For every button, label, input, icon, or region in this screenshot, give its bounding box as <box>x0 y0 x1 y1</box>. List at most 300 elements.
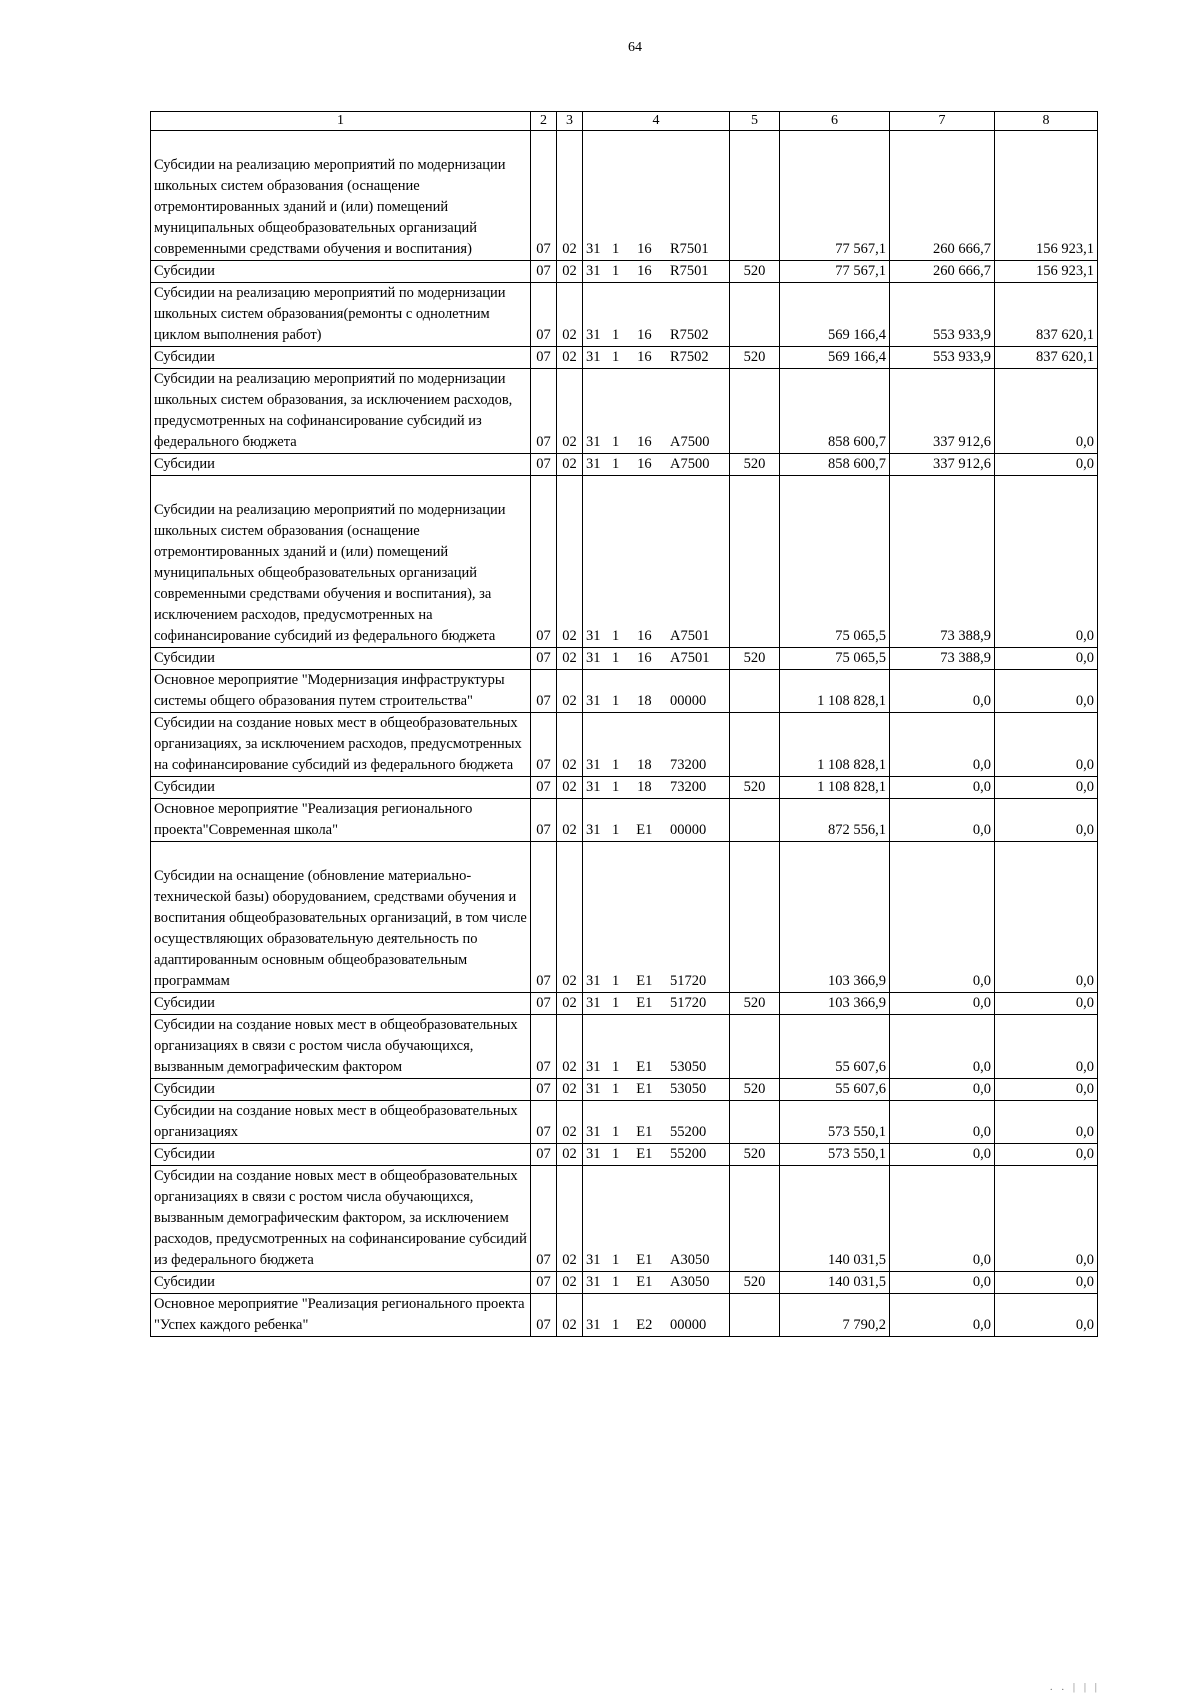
table-row <box>151 713 1098 777</box>
table-header-row <box>151 112 1098 131</box>
code-part: 1 <box>612 1124 620 1140</box>
amount-col-7: 337 912,6 <box>890 454 995 476</box>
expense-type-cell: 520 <box>730 261 780 283</box>
expense-type-cell <box>730 1015 780 1079</box>
code-part: 1 <box>612 779 620 795</box>
row-name: Основное мероприятие "Реализация регионального проекта "Успех каждого ребенка" <box>151 1294 531 1337</box>
amount-col-7: 0,0 <box>890 1144 995 1166</box>
razdel-cell: 07 <box>531 670 557 713</box>
target-article-cell <box>583 1144 730 1166</box>
razdel-cell: 07 <box>531 1294 557 1337</box>
table-row <box>151 670 1098 713</box>
podrazdel-cell: 02 <box>557 476 583 648</box>
row-name: Субсидии на реализацию мероприятий по модернизации школьных систем образования (оснащение отремонтированных зданий и (или) помещений муниципальных общеобразовательных организаций современными средствами обучения и воспитания), за исключением расходов, предусмотренных на софинансирование субсидий из федерального бюджета <box>151 476 531 648</box>
expense-type-cell <box>730 713 780 777</box>
code-part: E1 <box>636 995 653 1011</box>
expense-type-cell: 520 <box>730 1079 780 1101</box>
target-article-cell <box>583 777 730 799</box>
expense-type-cell <box>730 131 780 261</box>
code-part: 1 <box>612 1059 620 1075</box>
target-article-code <box>586 1122 726 1143</box>
code-part: 55200 <box>669 1146 707 1162</box>
amount-col-8: 0,0 <box>995 1294 1098 1337</box>
code-part: E1 <box>636 1252 653 1268</box>
target-article-code <box>586 1057 726 1078</box>
target-article-cell <box>583 283 730 347</box>
code-part: 53050 <box>669 1081 707 1097</box>
code-part: 51720 <box>669 995 707 1011</box>
code-part: 73200 <box>669 779 707 795</box>
code-part: 31 <box>586 1081 601 1097</box>
code-part: 1 <box>612 327 620 343</box>
code-part: A7500 <box>669 434 710 450</box>
target-article-code <box>586 454 726 475</box>
code-part: 1 <box>612 1274 620 1290</box>
code-part: 1 <box>612 1081 620 1097</box>
expense-type-cell <box>730 1101 780 1144</box>
target-article-cell <box>583 1015 730 1079</box>
razdel-cell: 07 <box>531 1101 557 1144</box>
podrazdel-cell: 02 <box>557 1079 583 1101</box>
code-part: R7501 <box>669 263 709 279</box>
amount-col-8: 0,0 <box>995 1015 1098 1079</box>
amount-col-8: 0,0 <box>995 1166 1098 1272</box>
razdel-cell: 07 <box>531 476 557 648</box>
target-article-cell <box>583 1079 730 1101</box>
podrazdel-cell: 02 <box>557 454 583 476</box>
code-part: 31 <box>586 263 601 279</box>
code-part: 1 <box>612 1317 620 1333</box>
razdel-cell: 07 <box>531 713 557 777</box>
code-part: 1 <box>612 973 620 989</box>
code-part: 1 <box>612 693 620 709</box>
razdel-cell: 07 <box>531 283 557 347</box>
code-part: 31 <box>586 757 601 773</box>
target-article-cell <box>583 993 730 1015</box>
podrazdel-cell: 02 <box>557 670 583 713</box>
code-part: 31 <box>586 1252 601 1268</box>
code-part: 31 <box>586 1317 601 1333</box>
razdel-cell: 07 <box>531 454 557 476</box>
table-row <box>151 648 1098 670</box>
code-part: 51720 <box>669 973 707 989</box>
amount-col-6: 77 567,1 <box>780 261 890 283</box>
target-article-code <box>586 325 726 346</box>
amount-col-6: 1 108 828,1 <box>780 713 890 777</box>
expense-type-cell <box>730 283 780 347</box>
page-number: 64 <box>628 40 642 55</box>
code-part: R7502 <box>669 349 709 365</box>
target-article-code <box>586 1079 726 1100</box>
header-col-5: 5 <box>730 112 780 131</box>
amount-col-7: 0,0 <box>890 1101 995 1144</box>
amount-col-7: 260 666,7 <box>890 131 995 261</box>
amount-col-7: 0,0 <box>890 1015 995 1079</box>
amount-col-6: 858 600,7 <box>780 369 890 454</box>
table-row <box>151 283 1098 347</box>
code-part: 31 <box>586 456 601 472</box>
code-part: 1 <box>612 263 620 279</box>
razdel-cell: 07 <box>531 347 557 369</box>
amount-col-8: 0,0 <box>995 993 1098 1015</box>
code-part: 31 <box>586 973 601 989</box>
amount-col-8: 0,0 <box>995 454 1098 476</box>
code-part: E1 <box>636 1059 653 1075</box>
code-part: E1 <box>636 973 653 989</box>
amount-col-7: 0,0 <box>890 1166 995 1272</box>
amount-col-6: 140 031,5 <box>780 1272 890 1294</box>
table-row <box>151 1079 1098 1101</box>
target-article-cell <box>583 369 730 454</box>
code-part: 31 <box>586 628 601 644</box>
code-part: 16 <box>637 434 652 450</box>
table-row <box>151 476 1098 648</box>
code-part: 1 <box>612 628 620 644</box>
target-article-cell <box>583 842 730 993</box>
budget-table <box>150 111 1098 1337</box>
amount-col-7: 0,0 <box>890 713 995 777</box>
code-part: 18 <box>637 779 652 795</box>
amount-col-7: 0,0 <box>890 1294 995 1337</box>
table-row <box>151 1166 1098 1272</box>
podrazdel-cell: 02 <box>557 369 583 454</box>
table-row <box>151 842 1098 993</box>
row-name: Субсидии на создание новых мест в общеобразовательных организациях <box>151 1101 531 1144</box>
expense-type-cell: 520 <box>730 648 780 670</box>
target-article-code <box>586 691 726 712</box>
amount-col-6: 1 108 828,1 <box>780 777 890 799</box>
table-row <box>151 1272 1098 1294</box>
code-part: E1 <box>636 822 653 838</box>
amount-col-6: 7 790,2 <box>780 1294 890 1337</box>
amount-col-6: 103 366,9 <box>780 842 890 993</box>
target-article-code <box>586 971 726 992</box>
amount-col-6: 858 600,7 <box>780 454 890 476</box>
row-name: Субсидии на создание новых мест в общеобразовательных организациях, за исключением расходов, предусмотренных на софинансирование субсидий из федерального бюджета <box>151 713 531 777</box>
code-part: 00000 <box>669 693 707 709</box>
table-row <box>151 347 1098 369</box>
razdel-cell: 07 <box>531 648 557 670</box>
target-article-cell <box>583 799 730 842</box>
code-part: 31 <box>586 779 601 795</box>
target-article-code <box>586 239 726 260</box>
razdel-cell: 07 <box>531 1144 557 1166</box>
code-part: 16 <box>637 456 652 472</box>
row-name: Субсидии <box>151 777 531 799</box>
expense-type-cell: 520 <box>730 347 780 369</box>
code-part: 31 <box>586 693 601 709</box>
code-part: A3050 <box>669 1252 710 1268</box>
expense-type-cell: 520 <box>730 777 780 799</box>
code-part: 00000 <box>669 822 707 838</box>
code-part: 00000 <box>669 1317 707 1333</box>
code-part: 31 <box>586 650 601 666</box>
header-col-3: 3 <box>557 112 583 131</box>
code-part: 16 <box>637 628 652 644</box>
target-article-code <box>586 1144 726 1165</box>
razdel-cell: 07 <box>531 1079 557 1101</box>
target-article-cell <box>583 670 730 713</box>
expense-type-cell <box>730 369 780 454</box>
row-name: Субсидии на реализацию мероприятий по модернизации школьных систем образования (оснащение отремонтированных зданий и (или) помещений муниципальных общеобразовательных организаций современными средствами обучения и воспитания) <box>151 131 531 261</box>
code-part: E1 <box>636 1081 653 1097</box>
amount-col-7: 0,0 <box>890 799 995 842</box>
code-part: 1 <box>612 241 620 257</box>
header-col-6: 6 <box>780 112 890 131</box>
code-part: R7502 <box>669 327 709 343</box>
amount-col-8: 0,0 <box>995 369 1098 454</box>
code-part: 31 <box>586 1146 601 1162</box>
podrazdel-cell: 02 <box>557 1144 583 1166</box>
target-article-cell <box>583 261 730 283</box>
code-part: 31 <box>586 822 601 838</box>
target-article-cell <box>583 713 730 777</box>
code-part: A7501 <box>669 628 710 644</box>
expense-type-cell: 520 <box>730 1272 780 1294</box>
code-part: 16 <box>637 349 652 365</box>
amount-col-8: 0,0 <box>995 777 1098 799</box>
code-part: 31 <box>586 241 601 257</box>
table-row <box>151 993 1098 1015</box>
podrazdel-cell: 02 <box>557 1015 583 1079</box>
table-row <box>151 261 1098 283</box>
code-part: A7500 <box>669 456 710 472</box>
code-part: 31 <box>586 1124 601 1140</box>
row-name: Субсидии <box>151 648 531 670</box>
code-part: 1 <box>612 434 620 450</box>
amount-col-6: 573 550,1 <box>780 1144 890 1166</box>
code-part: 31 <box>586 327 601 343</box>
code-part: E1 <box>636 1146 653 1162</box>
table-row <box>151 777 1098 799</box>
amount-col-6: 569 166,4 <box>780 283 890 347</box>
amount-col-7: 0,0 <box>890 993 995 1015</box>
table-row <box>151 799 1098 842</box>
code-part: E1 <box>636 1124 653 1140</box>
code-part: 1 <box>612 1252 620 1268</box>
row-name: Субсидии <box>151 993 531 1015</box>
amount-col-6: 1 108 828,1 <box>780 670 890 713</box>
row-name: Субсидии <box>151 347 531 369</box>
amount-col-7: 73 388,9 <box>890 648 995 670</box>
amount-col-8: 156 923,1 <box>995 131 1098 261</box>
podrazdel-cell: 02 <box>557 1166 583 1272</box>
code-part: A3050 <box>669 1274 710 1290</box>
code-part: 1 <box>612 650 620 666</box>
amount-col-7: 260 666,7 <box>890 261 995 283</box>
code-part: 73200 <box>669 757 707 773</box>
table-row <box>151 131 1098 261</box>
amount-col-8: 0,0 <box>995 1144 1098 1166</box>
amount-col-7: 553 933,9 <box>890 283 995 347</box>
target-article-code <box>586 755 726 776</box>
expense-type-cell <box>730 476 780 648</box>
razdel-cell: 07 <box>531 1166 557 1272</box>
target-article-cell <box>583 1166 730 1272</box>
target-article-code <box>586 777 726 798</box>
table-row <box>151 369 1098 454</box>
amount-col-6: 75 065,5 <box>780 476 890 648</box>
expense-type-cell <box>730 1294 780 1337</box>
podrazdel-cell: 02 <box>557 261 583 283</box>
code-part: 55200 <box>669 1124 707 1140</box>
header-col-4: 4 <box>583 112 730 131</box>
target-article-cell <box>583 648 730 670</box>
razdel-cell: 07 <box>531 842 557 993</box>
podrazdel-cell: 02 <box>557 777 583 799</box>
amount-col-6: 140 031,5 <box>780 1166 890 1272</box>
target-article-code <box>586 626 726 647</box>
podrazdel-cell: 02 <box>557 1294 583 1337</box>
amount-col-7: 0,0 <box>890 1079 995 1101</box>
code-part: 31 <box>586 1059 601 1075</box>
razdel-cell: 07 <box>531 1272 557 1294</box>
code-part: 1 <box>612 349 620 365</box>
code-part: 31 <box>586 349 601 365</box>
razdel-cell: 07 <box>531 777 557 799</box>
amount-col-6: 103 366,9 <box>780 993 890 1015</box>
code-part: 1 <box>612 995 620 1011</box>
row-name: Основное мероприятие "Модернизация инфраструктуры системы общего образования путем строительства" <box>151 670 531 713</box>
row-name: Субсидии на создание новых мест в общеобразовательных организациях в связи с ростом числа обучающихся, вызванным демографическим фактором, за исключением расходов, предусмотренных на софинансирование субсидий из федерального бюджета <box>151 1166 531 1272</box>
table-row <box>151 454 1098 476</box>
amount-col-6: 569 166,4 <box>780 347 890 369</box>
amount-col-7: 0,0 <box>890 670 995 713</box>
target-article-cell <box>583 1294 730 1337</box>
code-part: 18 <box>637 757 652 773</box>
code-part: R7501 <box>669 241 709 257</box>
amount-col-6: 75 065,5 <box>780 648 890 670</box>
podrazdel-cell: 02 <box>557 131 583 261</box>
razdel-cell: 07 <box>531 131 557 261</box>
razdel-cell: 07 <box>531 261 557 283</box>
code-part: 16 <box>637 263 652 279</box>
code-part: 53050 <box>669 1059 707 1075</box>
amount-col-7: 553 933,9 <box>890 347 995 369</box>
scan-mark: . . | | | <box>1049 1681 1100 1693</box>
target-article-code <box>586 1272 726 1293</box>
code-part: 31 <box>586 995 601 1011</box>
code-part: 1 <box>612 456 620 472</box>
code-part: 31 <box>586 1274 601 1290</box>
amount-col-7: 0,0 <box>890 842 995 993</box>
code-part: 16 <box>637 241 652 257</box>
amount-col-8: 0,0 <box>995 713 1098 777</box>
expense-type-cell <box>730 799 780 842</box>
target-article-cell <box>583 347 730 369</box>
expense-type-cell: 520 <box>730 993 780 1015</box>
amount-col-8: 837 620,1 <box>995 347 1098 369</box>
amount-col-7: 73 388,9 <box>890 476 995 648</box>
table-row <box>151 1015 1098 1079</box>
amount-col-7: 0,0 <box>890 1272 995 1294</box>
amount-col-6: 77 567,1 <box>780 131 890 261</box>
row-name: Субсидии <box>151 261 531 283</box>
expense-type-cell <box>730 842 780 993</box>
row-name: Субсидии <box>151 1272 531 1294</box>
podrazdel-cell: 02 <box>557 713 583 777</box>
amount-col-8: 156 923,1 <box>995 261 1098 283</box>
target-article-code <box>586 1315 726 1336</box>
target-article-code <box>586 347 726 368</box>
table-row <box>151 1101 1098 1144</box>
row-name: Основное мероприятие "Реализация регионального проекта"Современная школа" <box>151 799 531 842</box>
target-article-code <box>586 1250 726 1271</box>
row-name: Субсидии <box>151 1079 531 1101</box>
amount-col-7: 0,0 <box>890 777 995 799</box>
row-name: Субсидии <box>151 454 531 476</box>
amount-col-8: 0,0 <box>995 842 1098 993</box>
target-article-cell <box>583 1272 730 1294</box>
expense-type-cell: 520 <box>730 454 780 476</box>
target-article-cell <box>583 476 730 648</box>
expense-type-cell <box>730 1166 780 1272</box>
code-part: 1 <box>612 822 620 838</box>
code-part: E2 <box>636 1317 653 1333</box>
target-article-code <box>586 820 726 841</box>
header-col-8: 8 <box>995 112 1098 131</box>
podrazdel-cell: 02 <box>557 842 583 993</box>
code-part: E1 <box>636 1274 653 1290</box>
expense-type-cell: 520 <box>730 1144 780 1166</box>
code-part: 1 <box>612 757 620 773</box>
expense-type-cell <box>730 670 780 713</box>
amount-col-8: 0,0 <box>995 799 1098 842</box>
podrazdel-cell: 02 <box>557 283 583 347</box>
header-col-2: 2 <box>531 112 557 131</box>
table-row <box>151 1144 1098 1166</box>
code-part: 1 <box>612 1146 620 1162</box>
row-name: Субсидии на создание новых мест в общеобразовательных организациях в связи с ростом числа обучающихся, вызванным демографическим фактором <box>151 1015 531 1079</box>
amount-col-6: 55 607,6 <box>780 1079 890 1101</box>
target-article-code <box>586 432 726 453</box>
header-col-7: 7 <box>890 112 995 131</box>
code-part: 16 <box>637 650 652 666</box>
amount-col-7: 337 912,6 <box>890 369 995 454</box>
code-part: 16 <box>637 327 652 343</box>
code-part: 31 <box>586 434 601 450</box>
podrazdel-cell: 02 <box>557 347 583 369</box>
podrazdel-cell: 02 <box>557 1101 583 1144</box>
podrazdel-cell: 02 <box>557 993 583 1015</box>
target-article-code <box>586 648 726 669</box>
amount-col-8: 0,0 <box>995 670 1098 713</box>
amount-col-8: 0,0 <box>995 1079 1098 1101</box>
amount-col-8: 0,0 <box>995 1272 1098 1294</box>
target-article-code <box>586 261 726 282</box>
code-part: 18 <box>637 693 652 709</box>
target-article-cell <box>583 1101 730 1144</box>
target-article-cell <box>583 131 730 261</box>
target-article-cell <box>583 454 730 476</box>
amount-col-8: 0,0 <box>995 1101 1098 1144</box>
row-name: Субсидии <box>151 1144 531 1166</box>
amount-col-6: 573 550,1 <box>780 1101 890 1144</box>
target-article-code <box>586 993 726 1014</box>
table-body <box>151 131 1098 1337</box>
header-col-1: 1 <box>151 112 531 131</box>
table-row <box>151 1294 1098 1337</box>
razdel-cell: 07 <box>531 369 557 454</box>
amount-col-6: 872 556,1 <box>780 799 890 842</box>
row-name: Субсидии на реализацию мероприятий по модернизации школьных систем образования, за исключением расходов, предусмотренных на софинансирование субсидий из федерального бюджета <box>151 369 531 454</box>
amount-col-6: 55 607,6 <box>780 1015 890 1079</box>
row-name: Субсидии на реализацию мероприятий по модернизации школьных систем образования(ремонты с однолетним циклом выполнения работ) <box>151 283 531 347</box>
podrazdel-cell: 02 <box>557 799 583 842</box>
amount-col-8: 837 620,1 <box>995 283 1098 347</box>
razdel-cell: 07 <box>531 993 557 1015</box>
razdel-cell: 07 <box>531 799 557 842</box>
